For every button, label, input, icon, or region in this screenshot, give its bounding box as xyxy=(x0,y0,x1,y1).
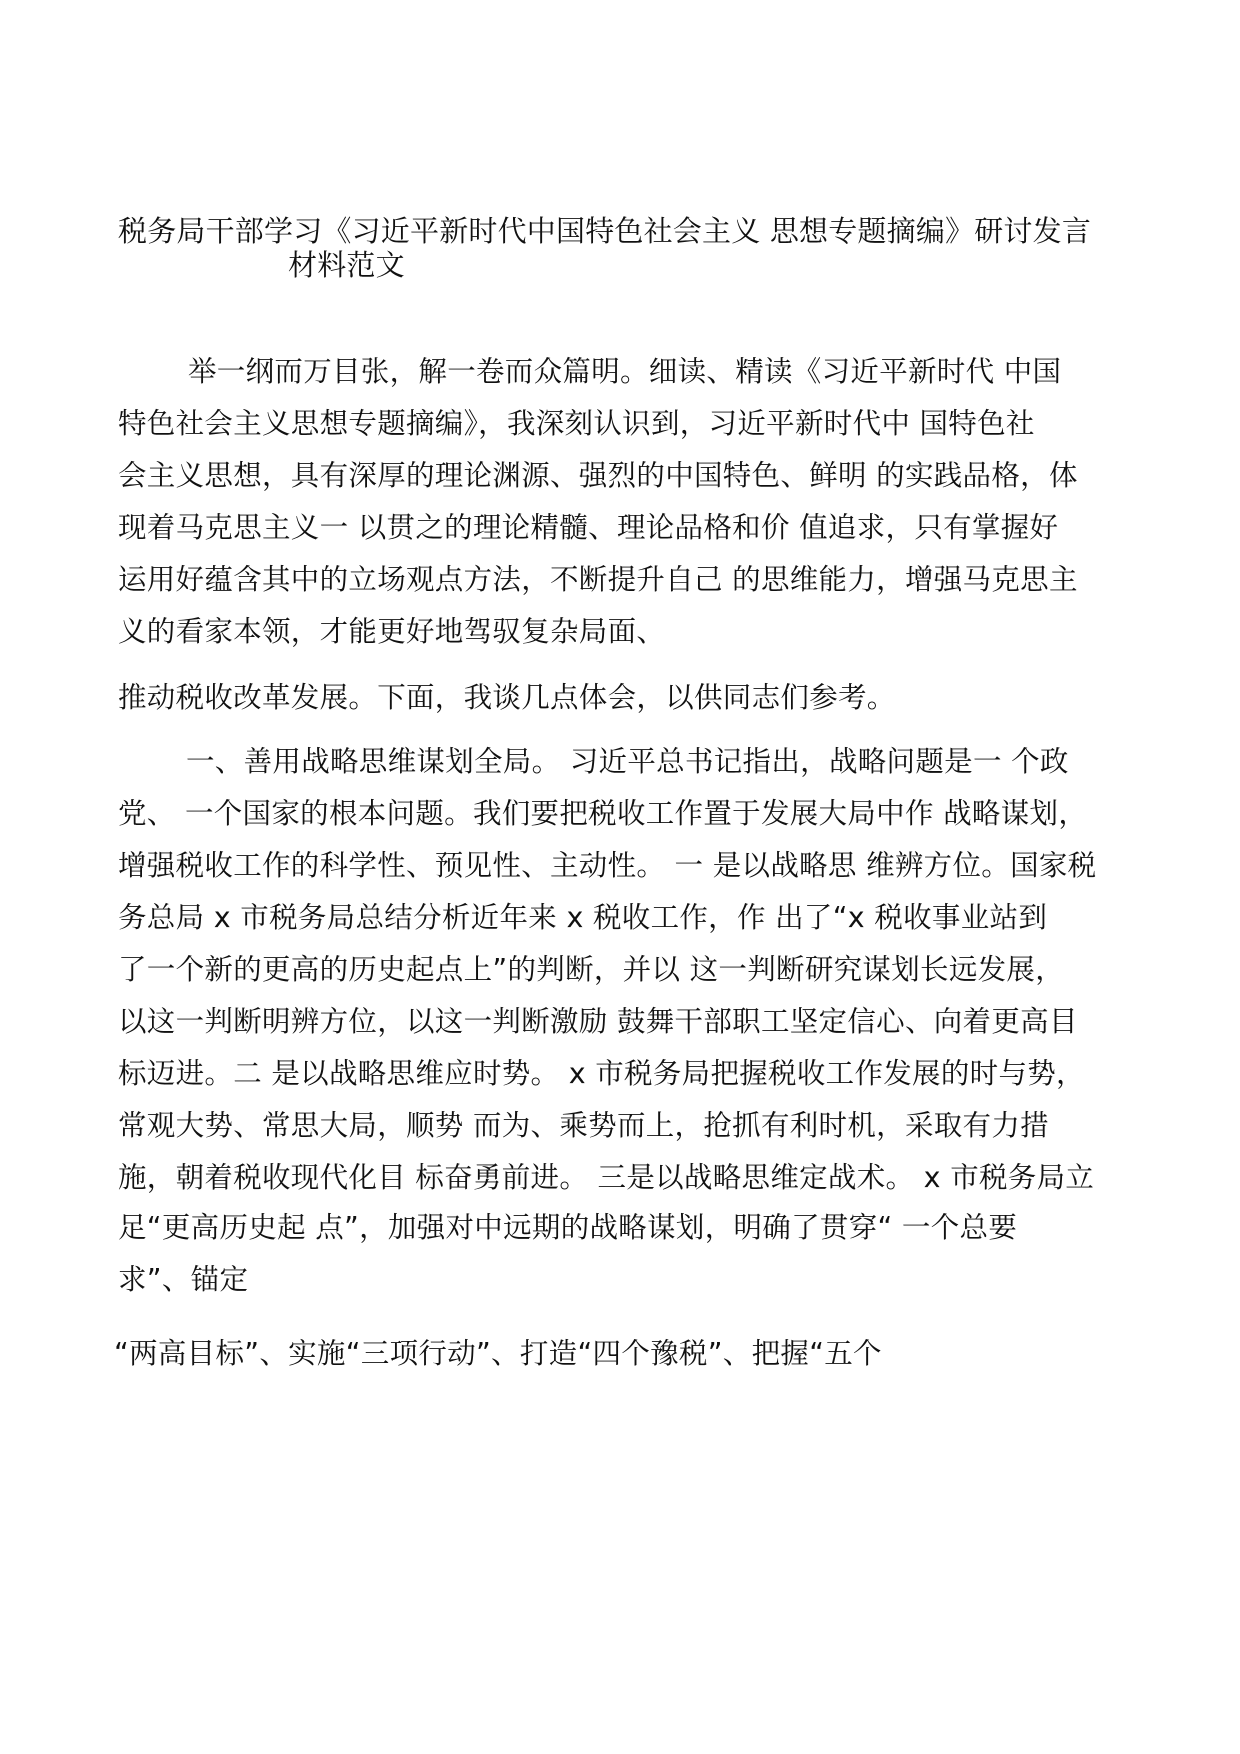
paragraph-line: 会主义思想，具有深厚的理论渊源、强烈的中国特色、鲜明 的实践品格，体 xyxy=(118,459,1078,492)
paragraph-line: 一、善用战略思维谋划全局。 习近平总书记指出，战略问题是一 个政 xyxy=(186,745,1069,778)
title-line-1: 税务局干部学习《习近平新时代中国特色社会主义 思想专题摘编》研讨发言 xyxy=(118,214,1092,248)
title-line-2: 材料范文 xyxy=(288,248,405,282)
paragraph-line: 增强税收工作的科学性、预见性、主动性。 一 是以战略思 维辨方位。国家税 xyxy=(118,849,1097,882)
paragraph-line: 党、 一个国家的根本问题。我们要把税收工作置于发展大局中作 战略谋划， xyxy=(118,797,1088,830)
paragraph-line: 特色社会主义思想专题摘编》，我深刻认识到，习近平新时代中 国特色社 xyxy=(118,407,1035,440)
paragraph-line: 足“更高历史起 点”，加强对中远期的战略谋划，明确了贯穿“ 一个总要 xyxy=(118,1211,1018,1244)
document-title xyxy=(118,214,1128,282)
paragraph-line: 了一个新的更高的历史起点上”的判断，并以 这一判断研究谋划长远发展， xyxy=(118,953,1065,986)
paragraph-line: 举一纲而万目张，解一卷而众篇明。细读、精读《习近平新时代 中国 xyxy=(188,355,1062,388)
paragraph-line: 义的看家本领，才能更好地驾驭复杂局面、 xyxy=(118,615,666,648)
paragraph-line: 运用好蕴含其中的立场观点方法，不断提升自己 的思维能力，增强马克思主 xyxy=(118,563,1078,596)
paragraph-line: 务总局 x 市税务局总结分析近年来 x 税收工作，作 出了“x 税收事业站到 xyxy=(118,901,1048,934)
paragraph-line: 施，朝着税收现代化目 标奋勇前进。 三是以战略思维定战术。 x 市税务局立 xyxy=(118,1161,1095,1194)
paragraph-line: 常观大势、常思大局，顺势 而为、乘势而上，抢抓有利时机，采取有力措 xyxy=(118,1109,1049,1142)
paragraph-line: 现着马克思主义一 以贯之的理论精髓、理论品格和价 值追求，只有掌握好 xyxy=(118,511,1059,544)
paragraph-line: 推动税收改革发展。下面，我谈几点体会，以供同志们参考。 xyxy=(118,681,896,714)
paragraph-line: “两高目标”、实施“三项行动”、打造“四个豫税”、把握“五个 xyxy=(114,1337,882,1370)
paragraph-line: 以这一判断明辨方位，以这一判断激励 鼓舞干部职工坚定信心、向着更高目 xyxy=(118,1005,1078,1038)
paragraph-line: 求”、锚定 xyxy=(118,1263,249,1296)
paragraph-line: 标迈进。二 是以战略思维应时势。 x 市税务局把握税收工作发展的时与势， xyxy=(118,1057,1085,1090)
